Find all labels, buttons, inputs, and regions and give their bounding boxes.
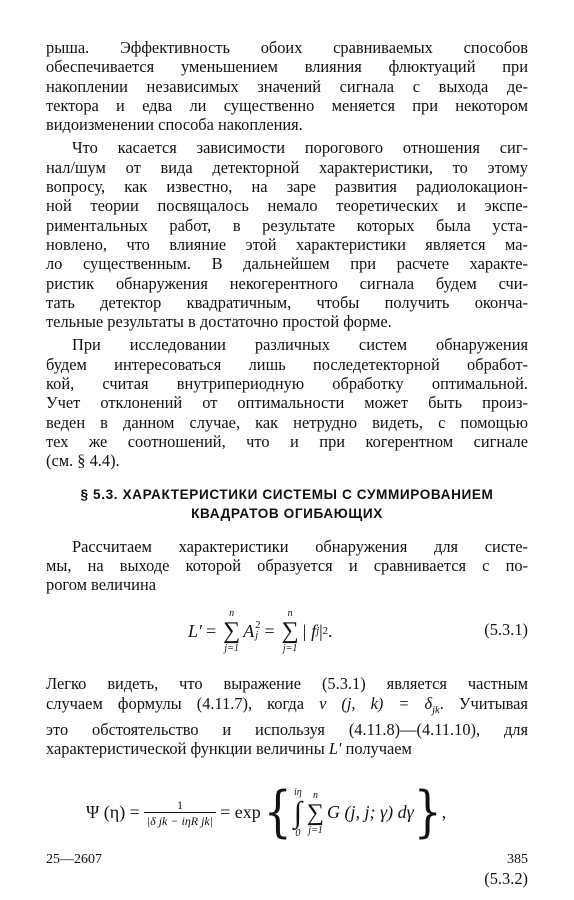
inline-math: v (j, k) = δ [319, 693, 433, 713]
eq-exp: = exp [220, 801, 261, 822]
integral-operator [294, 787, 302, 839]
eq-lhs: Ψ (η) = [86, 801, 140, 822]
term-f: | f [301, 620, 317, 641]
term-a: A [243, 620, 255, 641]
sum-lower-limit: j=1 [224, 643, 239, 655]
text-fragment: случаем формулы (4.11.7), когда [46, 693, 320, 713]
text-line [46, 694, 528, 720]
text-line: тать детектор квадратичным, чтобы получить оконча- [46, 292, 528, 312]
integrand: G (j, j; γ) dγ [327, 801, 414, 822]
sum-upper-limit-2: n [287, 608, 293, 620]
term-a-scripts [255, 621, 260, 641]
equation-number: (5.3.1) [484, 620, 528, 640]
sum-lower-limit: j=1 [308, 824, 323, 836]
text-line: рыша. Эффективность обоих сравниваемых способов [46, 38, 528, 57]
fraction-numerator: 1 [176, 797, 183, 812]
eq-lhs: L′ [188, 620, 202, 641]
text-line: ной теории посвящалось немало теоретических и экспе- [46, 196, 528, 216]
text-line: вопросу, как известно, на заре развития радиолокацион- [46, 177, 528, 197]
section-heading [46, 485, 528, 523]
sum-operator [223, 608, 240, 654]
integral-lower-limit: 0 [295, 827, 301, 839]
text-line: Легко видеть, что выражение (5.3.1) является частным [46, 674, 528, 694]
text-line: тех же соотношений, что и при когерентном сигнале [46, 431, 528, 451]
text-line: это обстоятельство и используя (4.11.8)—(4.11.10), для [46, 720, 528, 740]
text-line: (см. § 4.4). [46, 451, 120, 471]
text-line: Рассчитаем характеристики обнаружения для систе- [72, 536, 528, 556]
paragraph-1 [46, 38, 528, 134]
brace-open: { [263, 780, 292, 844]
inline-math: L′ [328, 739, 342, 759]
text-line: тектора и едва ли существенно меняется при некотором [46, 95, 528, 115]
sigma-symbol: ∑ [223, 618, 241, 645]
term-f-end: | [319, 620, 323, 641]
text-line: Что касается зависимости порогового отношения сиг- [72, 138, 528, 158]
paragraph-5 [46, 674, 528, 758]
text-line: веден в данном случае, как нетрудно видеть, с помощью [46, 412, 528, 432]
brace-close: } [413, 780, 442, 844]
fraction-denominator: |δ jk − iηR jk| [144, 812, 216, 828]
text-line: обеспечивается уменьшением влияния флюктуаций при [46, 57, 528, 77]
equation-5-3-1 [46, 602, 528, 660]
page-number: 385 [507, 852, 528, 867]
text-line: При исследовании различных систем обнаружения [72, 335, 528, 355]
equation-body [188, 602, 332, 660]
eq-tail: , [441, 801, 447, 822]
text-line: будем интересоваться лишь последетекторной обработ- [46, 354, 528, 374]
term-f-sub: j [316, 625, 320, 637]
text-line: рогом величина [46, 575, 156, 595]
text-line: кой, считая внутрипериодную обработку оптимальной. [46, 374, 528, 394]
sum-operator-2 [282, 608, 299, 654]
text-line: мы, на выходе которой образуется и сравнивается с по- [46, 555, 528, 575]
text-line: видоизменении способа накопления. [46, 115, 303, 135]
sum-upper-limit: n [312, 789, 318, 801]
text-line [46, 739, 528, 758]
inline-math-sub: jk [432, 704, 440, 716]
text-fragment: . Учитывая [439, 693, 528, 713]
text-line: тельные результаты в достаточно простой форме. [46, 312, 392, 332]
text-line: накоплении независимых значений сигнала с выхода де- [46, 76, 528, 96]
term-a-sup: 2 [255, 620, 261, 632]
page-footer [46, 850, 528, 870]
text-line: новлено, что влияние этой характеристики является ма- [46, 234, 528, 254]
text-fragment: характеристической функции величины [46, 739, 329, 759]
text-line: ло существенным. В дальнейшем при расчете характе- [46, 254, 528, 274]
term-a-sub: j [255, 630, 259, 642]
text-line: ристик обнаружения некогерентного сигнала будем счи- [46, 273, 528, 293]
integral-upper-limit: iη [293, 786, 302, 798]
eq-equals: = [205, 620, 217, 641]
text-line: риментальных работ, в результате которых была уста- [46, 215, 528, 235]
section-heading-line-2: КВАДРАТОВ ОГИБАЮЩИХ [191, 505, 383, 521]
sum-upper-limit: n [229, 608, 235, 620]
section-heading-line-1: § 5.3. ХАРАКТЕРИСТИКИ СИСТЕМЫ С СУММИРОВАНИЕМ [80, 486, 494, 502]
sigma-symbol-2: ∑ [281, 618, 299, 645]
equation-number: (5.3.2) [484, 868, 528, 888]
paragraph-4 [46, 537, 528, 595]
paragraph-2 [46, 138, 528, 331]
text-line: Учет отклонений от оптимальности может быть произ- [46, 393, 528, 413]
signature-mark: 25—2607 [46, 852, 102, 867]
paragraph-3 [46, 335, 528, 470]
text-line: нал/шум от вида детекторной характеристики, то этому [46, 157, 528, 177]
equation-body [86, 773, 446, 853]
fraction [144, 798, 216, 828]
sum-operator [307, 790, 324, 836]
eq-end: . [327, 620, 333, 641]
term-f-sup: 2 [322, 625, 328, 637]
text-fragment: получаем [341, 739, 412, 759]
sigma-symbol: ∑ [306, 799, 325, 826]
integral-symbol: ∫ [293, 795, 302, 829]
eq-equals-2: = [264, 620, 275, 641]
sum-lower-limit-2: j=1 [282, 643, 298, 655]
